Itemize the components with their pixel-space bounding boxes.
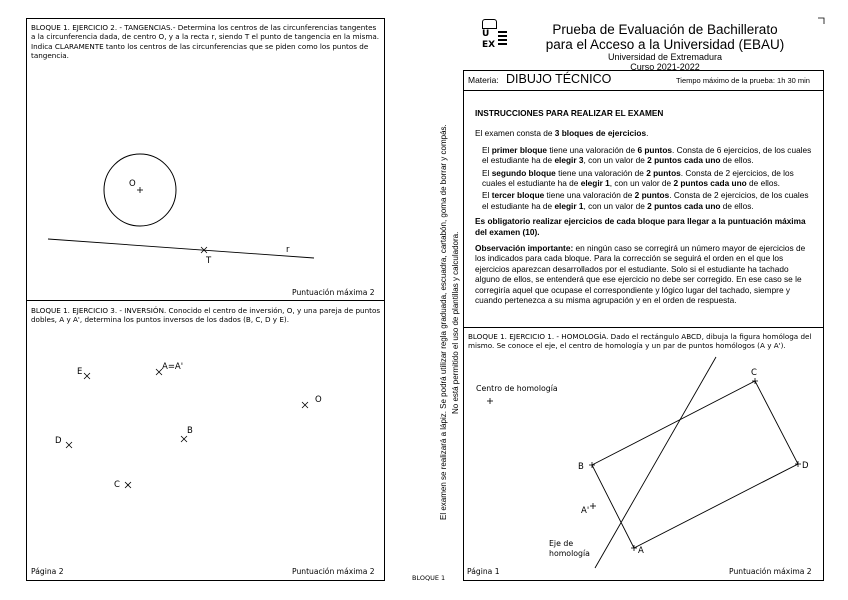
vertex-a-label: A xyxy=(638,546,644,556)
b2-g: , con un valor de xyxy=(609,178,674,189)
label-t: T xyxy=(206,256,212,266)
instructions-mandatory: Es obligatorio realizar ejercicios de cada bloque para llegar a la puntuación máxima del examen (10). xyxy=(475,216,806,237)
point-e-mark xyxy=(84,373,90,379)
b3-e: . Consta de 2 ejercicios, de los cuales el estudiante ha de xyxy=(482,190,809,211)
b2-h: 2 puntos cada uno xyxy=(673,178,747,189)
b3-i: de ellos. xyxy=(720,200,754,211)
vertex-c-label: C xyxy=(751,368,757,378)
b2-b: segundo bloque xyxy=(491,167,556,178)
point-ap-label: A' xyxy=(581,506,590,516)
label-c: C xyxy=(114,480,120,490)
p1-b: 3 bloques de ejercicios xyxy=(554,128,647,139)
b1-c: tiene una valoración de xyxy=(547,144,638,155)
b1-g: , con un valor de xyxy=(583,155,648,166)
b2-a: El xyxy=(482,167,492,178)
instructions-observation xyxy=(475,243,815,305)
label-aa: A=A' xyxy=(162,362,184,372)
vertex-b-label: B xyxy=(578,462,584,472)
point-b-mark xyxy=(181,436,187,442)
header-university: Universidad de Extremadura xyxy=(607,52,723,62)
b3-d: 2 puntos xyxy=(634,190,670,201)
b3-h: 2 puntos cada uno xyxy=(647,200,721,211)
p1-a: El examen consta de xyxy=(475,128,555,139)
ex3-statement: BLOQUE 1. EJERCICIO 3. - INVERSIÓN. Conocido el centro de inversión, O, y una pareja de puntos dobles, A y A', determina los puntos inversos de los dados (B, C, D y E). xyxy=(31,306,381,325)
label-e: E xyxy=(77,367,83,377)
label-o-inv: O xyxy=(315,395,322,405)
b2-f: elegir 1 xyxy=(580,178,610,189)
logo-letters: U EX xyxy=(482,29,496,50)
b1-a: El xyxy=(482,144,492,155)
circle-center-mark xyxy=(137,187,143,193)
bloque-label: BLOQUE 1 xyxy=(412,574,446,582)
obs-text: en ningún caso se corregirá un número mayor de ejercicios de los indicados para cada bloque. Para la corrección se seguirá el orden en el que los ejercicios aparezcan desarrollados por el estudiante. Solo si el estudiante ha tachado alguno de ellos, se entenderá que ese ejercicio no debe ser corregido. En ese caso se le corregiría aquel que ocupase el correspondiente y lógico lugar del tachado, siempre y cuando pertenezca a su misma agrupación y en el orden de respuesta. xyxy=(475,243,806,306)
instructions-block xyxy=(475,108,815,306)
homology-center-label: Centro de homología xyxy=(476,384,558,393)
ex3-page-number: Página 2 xyxy=(31,567,64,576)
point-d-mark xyxy=(66,442,72,448)
university-logo xyxy=(480,19,510,59)
header-title-2: para el Acceso a la Universidad (EBAU) xyxy=(545,37,785,52)
b2-e: . Consta de 2 ejercicios, de los cuales el estudiante ha de xyxy=(482,167,794,189)
corner-mark xyxy=(818,18,824,24)
label-r: r xyxy=(286,245,290,255)
logo-bar-icon xyxy=(498,31,507,33)
b3-b: tercer bloque xyxy=(491,190,545,201)
vertical-notice-line2: No está permitido el uso de plantillas y calculadora. xyxy=(451,231,460,414)
exam-header xyxy=(540,22,790,72)
homology-axis-label-1: Eje de xyxy=(549,539,574,548)
header-title-1: Prueba de Evaluación de Bachillerato xyxy=(552,22,778,37)
header-course: Curso 2021-2022 xyxy=(630,62,700,72)
ex3-score: Puntuación máxima 2 xyxy=(292,567,375,576)
label-d: D xyxy=(55,436,62,446)
logo-emblem-icon xyxy=(482,19,497,29)
label-b: B xyxy=(187,426,193,436)
p1-c: . xyxy=(646,128,649,139)
ex1-statement: BLOQUE 1. EJERCICIO 1. - HOMOLOGÍA. Dado el rectángulo ABCD, dibuja la figura homóloga del mismo. Se conoce el eje, el centro de homología y un par de puntos homólogos (A y A'). xyxy=(468,332,812,351)
b1-d: 6 puntos xyxy=(637,144,673,155)
b3-c: tiene una valoración de xyxy=(544,190,635,201)
instructions-heading: INSTRUCCIONES PARA REALIZAR EL EXAMEN xyxy=(475,108,664,118)
b1-h: 2 puntos cada uno xyxy=(647,155,721,166)
obs-label: Observación importante: xyxy=(475,243,574,254)
subject-name: DIBUJO TÉCNICO xyxy=(506,72,612,86)
vertical-notice-line1: El examen se realizará a lápiz. Se podrá utilizar regla graduada, escuadra, cartabón, goma de borrar y compás. xyxy=(439,124,448,520)
instructions-p1 xyxy=(475,128,815,138)
ex2-score: Puntuación máxima 2 xyxy=(292,288,375,297)
vertex-d-label: D xyxy=(802,461,809,471)
b3-g: , con un valor de xyxy=(583,200,648,211)
ex1-frame xyxy=(463,327,824,581)
b3-f: elegir 1 xyxy=(554,200,584,211)
b2-c: tiene una valoración de xyxy=(555,167,647,178)
point-o-inv-mark xyxy=(302,402,308,408)
subject-label: Materia: xyxy=(468,75,499,85)
homology-axis-label-2: homología xyxy=(549,549,590,558)
b2-d: 2 puntos xyxy=(646,167,681,178)
b2-i: de ellos. xyxy=(746,178,780,189)
b1-e: . Consta de 6 ejercicios, de los cuales el estudiante ha de xyxy=(482,144,812,166)
b3-a: El xyxy=(482,190,492,201)
point-c-mark xyxy=(125,482,131,488)
line-r xyxy=(48,239,314,258)
b1-i: de ellos. xyxy=(720,155,754,166)
exam-time: Tiempo máximo de la prueba: 1h 30 min xyxy=(676,76,810,85)
instructions-block3 xyxy=(475,190,815,211)
b1-f: elegir 3 xyxy=(554,155,584,166)
b1-b: primer bloque xyxy=(491,144,548,155)
ex1-score: Puntuación máxima 2 xyxy=(729,567,812,576)
ex1-page-number: Página 1 xyxy=(467,567,500,576)
label-o: O xyxy=(129,179,136,189)
instructions-block2 xyxy=(475,168,815,189)
instructions-block1 xyxy=(475,145,815,166)
ex2-statement: BLOQUE 1. EJERCICIO 2. - TANGENCIAS.- Determina los centros de las circunferencias tangentes a la circunferencia dada, de centro O, y a la recta r, siendo T el punto de tangencia en la misma. Indica CLARAMENTE tanto los centros de las circunferencias que se piden como los puntos de tangencia. xyxy=(31,23,380,61)
